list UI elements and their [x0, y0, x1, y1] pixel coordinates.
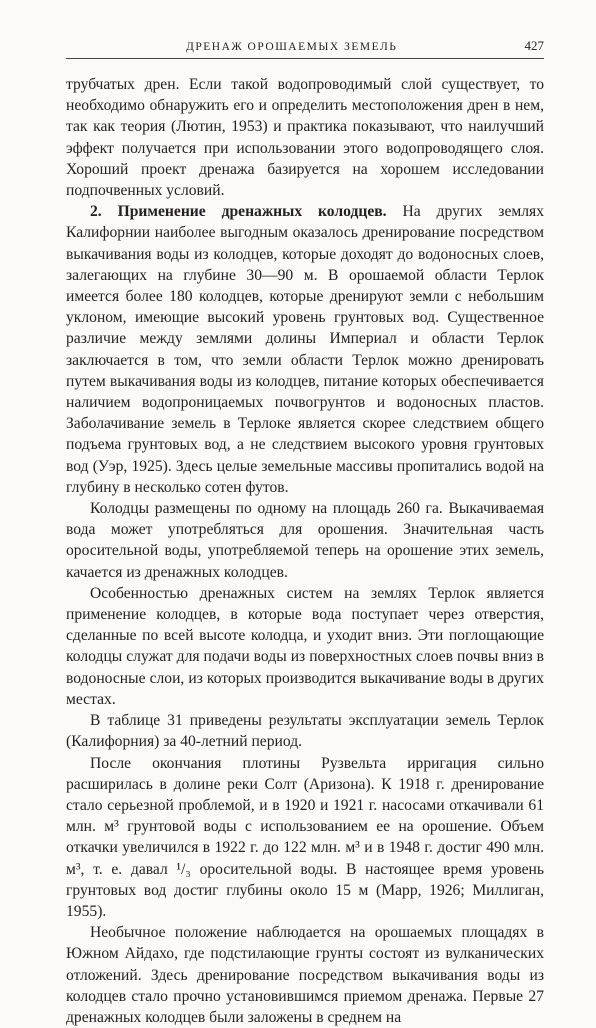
paragraph-absorbing-wells: Особенностью дренажных систем на землях Терлок является применение колодцев, в которые вода поступает через отверстия, сделанные по всей высоте колодца, и уходит вниз. Эти поглощающие колодцы служат для подачи воды из поверхностных слоев почвы вниз в водоносные слои, из которых производится выкачивание воды в других местах. [66, 584, 544, 708]
section-2-text: На других землях Калифорнии наиболее выгодным оказалось дренирование посредством выкачивания воды из колодцев, которые доходят до водоносных слоев, залегающих на глубине 30—90 м. В орошаемой области Терлок имеется более 180 колодцев, которые дренируют земли с небольшим уклоном, имеющие высокий уровень грунтовых вод. Существенное различие между землями долины Империал и области Терлок заключается в том, что земли области Терлок можно дренировать путем выкачивания воды из колодцев, питание которых обеспечивается наличием водопроницаемых почвогрунтов и водоносных пластов. Заболачивание земель в Терлоке является скорее следствием общего подъема грунтовых вод, а не следствием высокого уровня грунтовых вод (Уэр, 1925). Здесь целые земельные массивы пропитались водой на глубину в несколько сотен футов. [66, 203, 544, 496]
page-header [66, 38, 544, 59]
paragraph-idaho: Необычное положение наблюдается на орошаемых площадях в Южном Айдахо, где подстилающие грунты состоят из вулканических отложений. Здесь дренирование посредством выкачивания воды из колодцев стало прочно установившимся приемом дренажа. Первые 27 дренажных колодцев были заложены в среднем на [66, 924, 544, 1026]
running-title: ДРЕНАЖ ОРОШАЕМЫХ ЗЕМЕЛЬ [186, 41, 398, 53]
paragraph-section-2 [66, 201, 544, 498]
paragraph-wells-placement: Колодцы размещены по одному на площадь 260 га. Выкачиваемая вода может употребляться для орошения. Значительная часть оросительной воды, употребляемой теперь на орошение этих земель, качается из дренажных колодцев. [66, 500, 544, 581]
body-text [66, 74, 544, 1028]
paragraph-continued: трубчатых дрен. Если такой водопроводимый слой существует, то необходимо обнаружить его и определить местоположения дрен в нем, так как теория (Лютин, 1953) и практика показывают, что наилучший эффект получается при использовании этого водопроводящего слоя. Хороший проект дренажа базируется на хорошем исследовании подпочвенных условий. [66, 76, 544, 200]
page-number: 427 [524, 38, 544, 53]
paragraph-salt-river: После окончания плотины Рузвельта ирригация сильно расширилась в долине реки Солт (Аризона). К 1918 г. дренирование стало серьезной проблемой, и в 1920 и 1921 г. насосами откачивали 61 млн. м³ грунтовой воды с использованием ее на орошение. Объем откачки увеличился в 1922 г. до 122 млн. м³ и в 1948 г. достиг 490 млн. м³, т. е. давал ¹/₃ оросительной воды. В настоящее время уровень грунтовых вод достиг глубины около 15 м (Марр, 1926; Миллиган, 1955). [66, 754, 544, 920]
paragraph-table-reference: В таблице 31 приведены результаты эксплуатации земель Терлок (Калифорния) за 40-летний период. [66, 712, 544, 751]
section-heading: 2. Применение дренажных колодцев. [90, 203, 387, 221]
